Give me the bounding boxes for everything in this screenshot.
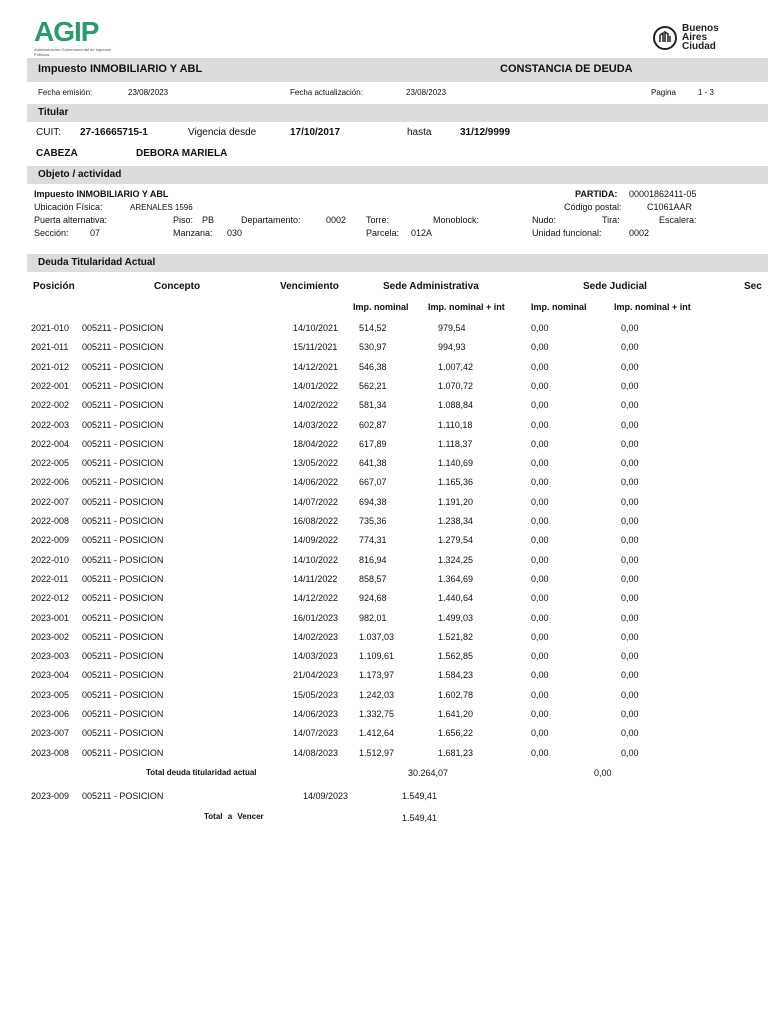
row-judicial-nominal-int: 0,00	[621, 496, 639, 507]
row-judicial-nominal-int: 0,00	[621, 458, 639, 469]
row-vencimiento: 15/11/2021	[293, 342, 338, 353]
ubicacion-label: Ubicación Física:	[34, 202, 103, 212]
row-judicial-nominal-int: 0,00	[621, 477, 639, 488]
table-row	[0, 555, 768, 574]
row-posicion: 2022-005	[31, 458, 70, 469]
row-vencimiento: 16/01/2023	[293, 612, 339, 623]
row-judicial-nominal-int: 0,00	[621, 593, 639, 604]
deuda-section-label: Deuda Titularidad Actual	[38, 257, 156, 268]
row-judicial-nominal: 0,00	[531, 342, 549, 353]
row-concepto: 005211 - POSICION	[82, 747, 164, 758]
row-imp-nominal: 1.173,97	[359, 670, 395, 681]
manzana-label: Manzana:	[173, 228, 213, 238]
sub-imp-nominal: Imp. nominal	[353, 302, 409, 312]
row-imp-nominal: 581,34	[359, 400, 387, 411]
row-imp-nominal: 694,38	[359, 496, 387, 507]
a-vencer-row-concepto: 005211 - POSICION	[82, 791, 164, 801]
row-imp-nominal-int: 1.165,36	[438, 477, 474, 488]
partida-label: PARTIDA:	[575, 189, 618, 199]
row-imp-nominal: 514,52	[359, 323, 387, 333]
table-row	[0, 593, 768, 612]
table-row	[0, 709, 768, 728]
agip-logo-text: AGIP	[34, 16, 99, 47]
row-judicial-nominal: 0,00	[531, 535, 549, 546]
puerta-label: Puerta alternativa:	[34, 215, 108, 225]
row-posicion: 2022-010	[31, 554, 70, 565]
row-imp-nominal: 1.412,64	[359, 728, 395, 739]
row-imp-nominal-int: 1.440,64	[438, 593, 474, 604]
table-row	[0, 400, 768, 419]
row-imp-nominal: 982,01	[359, 612, 387, 623]
row-imp-nominal-int: 1.088,84	[438, 400, 474, 411]
row-posicion: 2022-008	[31, 516, 70, 526]
row-vencimiento: 14/09/2022	[293, 535, 339, 546]
row-posicion: 2021-012	[31, 361, 70, 372]
sub-imp-nominal-2: Imp. nominal	[531, 302, 587, 312]
row-posicion: 2023-004	[31, 670, 70, 681]
row-imp-nominal: 562,21	[359, 380, 387, 391]
row-concepto: 005211 - POSICION	[82, 323, 164, 333]
row-vencimiento: 14/02/2022	[293, 400, 339, 411]
row-concepto: 005211 - POSICION	[82, 477, 164, 488]
objeto-section-label: Objeto / actividad	[38, 169, 122, 180]
titular-section-label: Titular	[38, 107, 69, 118]
total-vencer: 1.549,41	[402, 813, 438, 823]
row-imp-nominal: 1.037,03	[359, 631, 395, 642]
row-concepto: 005211 - POSICION	[82, 516, 164, 526]
row-judicial-nominal-int: 0,00	[621, 651, 639, 662]
fecha-emision-label: Fecha emisión:	[38, 88, 93, 97]
row-judicial-nominal-int: 0,00	[621, 689, 639, 700]
table-row	[0, 535, 768, 554]
row-judicial-nominal: 0,00	[531, 631, 549, 642]
row-posicion: 2023-007	[31, 728, 70, 739]
nudo-label: Nudo:	[532, 215, 557, 225]
row-judicial-nominal: 0,00	[531, 670, 549, 681]
table-row	[0, 477, 768, 496]
row-posicion: 2022-004	[31, 438, 70, 449]
fecha-actualizacion: 23/08/2023	[406, 88, 447, 97]
piso-label: Piso:	[173, 215, 194, 225]
row-concepto: 005211 - POSICION	[82, 709, 164, 719]
row-imp-nominal: 641,38	[359, 458, 387, 469]
row-imp-nominal: 1.512,97	[359, 747, 395, 758]
table-row	[0, 651, 768, 670]
row-vencimiento: 14/03/2023	[293, 651, 339, 662]
sub-imp-nominal-int: Imp. nominal + int	[428, 302, 505, 312]
row-posicion: 2021-010	[31, 323, 70, 333]
row-vencimiento: 14/07/2022	[293, 496, 339, 507]
row-posicion: 2022-011	[31, 573, 69, 584]
row-concepto: 005211 - POSICION	[82, 380, 164, 391]
pagina: 1 - 3	[698, 88, 715, 97]
escalera-label: Escalera:	[659, 215, 697, 225]
row-vencimiento: 14/07/2023	[293, 728, 339, 739]
cuit: 27-16665715-1	[80, 127, 148, 138]
row-imp-nominal: 735,36	[359, 516, 387, 526]
pagina-label: Pagina	[651, 88, 676, 97]
row-posicion: 2022-002	[31, 400, 70, 411]
row-judicial-nominal-int: 0,00	[621, 323, 639, 333]
row-concepto: 005211 - POSICION	[82, 612, 164, 623]
col-concepto: Concepto	[154, 281, 201, 292]
row-judicial-nominal-int: 0,00	[621, 728, 639, 739]
row-imp-nominal: 816,94	[359, 554, 387, 565]
table-row	[0, 381, 768, 400]
objeto-band	[27, 166, 768, 184]
table-row	[0, 574, 768, 593]
titular-apellido: CABEZA	[36, 148, 78, 159]
doc-title: CONSTANCIA DE DEUDA	[500, 63, 633, 75]
row-imp-nominal-int: 1.324,25	[438, 554, 474, 565]
tira-label: Tira:	[602, 215, 620, 225]
fecha-actualizacion-label: Fecha actualización:	[290, 88, 363, 97]
table-row	[0, 420, 768, 439]
row-concepto: 005211 - POSICION	[82, 400, 164, 411]
row-judicial-nominal: 0,00	[531, 477, 549, 488]
ciudad-logo	[652, 24, 732, 54]
row-concepto: 005211 - POSICION	[82, 419, 164, 430]
table-row	[0, 670, 768, 689]
vigencia-desde: 17/10/2017	[290, 127, 341, 138]
row-imp-nominal-int: 1.070,72	[438, 380, 474, 391]
row-imp-nominal: 1.242,03	[359, 689, 395, 700]
row-imp-nominal: 530,97	[359, 342, 387, 353]
row-imp-nominal: 546,38	[359, 361, 387, 372]
row-judicial-nominal: 0,00	[531, 728, 549, 739]
row-judicial-nominal: 0,00	[531, 419, 549, 430]
tax-title: Impuesto INMOBILIARIO Y ABL	[38, 63, 203, 75]
row-judicial-nominal: 0,00	[531, 651, 549, 662]
row-judicial-nominal-int: 0,00	[621, 709, 639, 719]
cp-label: Código postal:	[564, 202, 622, 212]
row-judicial-nominal-int: 0,00	[621, 670, 639, 681]
row-judicial-nominal: 0,00	[531, 612, 549, 623]
total-deuda-judicial: 0,00	[594, 768, 612, 778]
row-imp-nominal: 924,68	[359, 593, 387, 604]
fecha-emision: 23/08/2023	[128, 88, 169, 97]
row-concepto: 005211 - POSICION	[82, 689, 164, 700]
total-deuda-label: Total deuda titularidad actual	[146, 768, 257, 777]
row-vencimiento: 21/04/2023	[293, 670, 339, 681]
a-vencer-row-nom: 1.549,41	[402, 791, 438, 801]
manzana: 030	[227, 228, 243, 238]
row-judicial-nominal-int: 0,00	[621, 361, 639, 372]
row-imp-nominal-int: 1.140,69	[438, 458, 474, 469]
row-imp-nominal-int: 1.364,69	[438, 573, 474, 584]
row-vencimiento: 14/03/2022	[293, 419, 339, 430]
row-posicion: 2022-009	[31, 535, 70, 546]
row-judicial-nominal-int: 0,00	[621, 516, 639, 526]
row-posicion: 2021-011	[31, 342, 69, 353]
row-judicial-nominal: 0,00	[531, 496, 549, 507]
sub-imp-nominal-int-2: Imp. nominal + int	[614, 302, 691, 312]
row-judicial-nominal-int: 0,00	[621, 554, 639, 565]
row-concepto: 005211 - POSICION	[82, 593, 164, 604]
row-judicial-nominal-int: 0,00	[621, 342, 639, 353]
table-row	[0, 690, 768, 709]
row-judicial-nominal: 0,00	[531, 458, 549, 469]
table-row	[0, 632, 768, 651]
seccion-label: Sección:	[34, 228, 69, 238]
row-judicial-nominal: 0,00	[531, 438, 549, 449]
row-judicial-nominal-int: 0,00	[621, 612, 639, 623]
depto: 0002	[326, 215, 347, 225]
row-posicion: 2022-003	[31, 419, 70, 430]
table-row	[0, 748, 768, 767]
row-imp-nominal-int: 1.656,22	[438, 728, 474, 739]
agip-logo	[34, 16, 124, 57]
row-posicion: 2022-007	[31, 496, 70, 507]
row-judicial-nominal-int: 0,00	[621, 573, 639, 584]
row-imp-nominal: 774,31	[359, 535, 387, 546]
col-vencimiento: Vencimiento	[280, 281, 339, 292]
row-concepto: 005211 - POSICION	[82, 496, 164, 507]
row-imp-nominal: 1.109,61	[359, 651, 395, 662]
row-posicion: 2023-001	[31, 612, 70, 623]
table-row	[0, 342, 768, 361]
row-concepto: 005211 - POSICION	[82, 573, 164, 584]
row-posicion: 2022-012	[31, 593, 70, 604]
row-judicial-nominal-int: 0,00	[621, 438, 639, 449]
monoblock-label: Monoblock:	[433, 215, 480, 225]
row-posicion: 2022-006	[31, 477, 70, 488]
row-vencimiento: 13/05/2022	[293, 458, 339, 469]
row-judicial-nominal-int: 0,00	[621, 535, 639, 546]
row-concepto: 005211 - POSICION	[82, 670, 164, 681]
row-vencimiento: 14/08/2023	[293, 747, 339, 758]
total-deuda-admin: 30.264,07	[408, 768, 449, 778]
row-imp-nominal-int: 1.110,18	[438, 419, 473, 430]
unidad-label: Unidad funcional:	[532, 228, 602, 238]
row-imp-nominal-int: 1.238,34	[438, 516, 474, 526]
row-posicion: 2023-005	[31, 689, 70, 700]
total-vencer-label: Total a Vencer	[204, 812, 264, 821]
row-concepto: 005211 - POSICION	[82, 438, 164, 449]
partida: 00001862411-05	[629, 189, 697, 199]
row-judicial-nominal: 0,00	[531, 516, 549, 526]
row-imp-nominal-int: 994,93	[438, 342, 466, 353]
row-judicial-nominal-int: 0,00	[621, 747, 639, 758]
row-concepto: 005211 - POSICION	[82, 728, 164, 739]
row-posicion: 2023-008	[31, 747, 70, 758]
titular-nombre: DEBORA MARIELA	[136, 148, 228, 159]
row-vencimiento: 14/02/2023	[293, 631, 339, 642]
row-judicial-nominal: 0,00	[531, 747, 549, 758]
row-vencimiento: 15/05/2023	[293, 689, 339, 700]
table-row	[0, 439, 768, 458]
row-imp-nominal: 617,89	[359, 438, 387, 449]
row-judicial-nominal: 0,00	[531, 323, 549, 333]
row-judicial-nominal-int: 0,00	[621, 419, 639, 430]
row-judicial-nominal: 0,00	[531, 380, 549, 391]
row-concepto: 005211 - POSICION	[82, 651, 164, 662]
row-concepto: 005211 - POSICION	[82, 342, 164, 353]
row-concepto: 005211 - POSICION	[82, 535, 164, 546]
table-row	[0, 728, 768, 747]
ciudad-emblem-icon	[652, 25, 678, 51]
cuit-label: CUIT:	[36, 127, 61, 138]
row-judicial-nominal: 0,00	[531, 361, 549, 372]
row-judicial-nominal-int: 0,00	[621, 400, 639, 411]
row-imp-nominal-int: 979,54	[438, 323, 466, 333]
row-vencimiento: 14/12/2022	[293, 593, 339, 604]
row-imp-nominal-int: 1.118,37	[438, 438, 473, 449]
table-row	[0, 323, 768, 342]
table-row	[0, 362, 768, 381]
row-vencimiento: 14/01/2022	[293, 380, 339, 391]
row-posicion: 2023-003	[31, 651, 70, 662]
row-judicial-nominal-int: 0,00	[621, 380, 639, 391]
ubicacion: ARENALES 1596	[130, 203, 193, 212]
row-judicial-nominal: 0,00	[531, 593, 549, 604]
col-sec: Sec	[744, 281, 762, 292]
unidad: 0002	[629, 228, 650, 238]
row-judicial-nominal: 0,00	[531, 554, 549, 565]
row-concepto: 005211 - POSICION	[82, 631, 164, 642]
row-judicial-nominal: 0,00	[531, 709, 549, 719]
row-imp-nominal: 667,07	[359, 477, 387, 488]
a-vencer-row-pos: 2023-009	[31, 791, 70, 801]
table-row	[0, 516, 768, 535]
objeto-impuesto: Impuesto INMOBILIARIO Y ABL	[34, 189, 169, 199]
row-imp-nominal-int: 1.007,42	[438, 361, 474, 372]
row-concepto: 005211 - POSICION	[82, 554, 164, 565]
col-sede-admin: Sede Administrativa	[383, 281, 479, 292]
row-concepto: 005211 - POSICION	[82, 458, 164, 469]
cp: C1061AAR	[647, 202, 693, 212]
row-vencimiento: 14/11/2022	[293, 573, 338, 584]
table-row	[0, 497, 768, 516]
row-imp-nominal-int: 1.602,78	[438, 689, 474, 700]
row-posicion: 2023-002	[31, 631, 70, 642]
ciudad-logo-text: Buenos Aires Ciudad	[682, 23, 719, 52]
vigencia-label: Vigencia desde	[188, 127, 257, 138]
row-judicial-nominal: 0,00	[531, 400, 549, 411]
row-posicion: 2022-001	[31, 380, 70, 391]
a-vencer-row-venc: 14/09/2023	[303, 791, 349, 801]
col-sede-judicial: Sede Judicial	[583, 281, 647, 292]
row-imp-nominal-int: 1.584,23	[438, 670, 474, 681]
table-row	[0, 458, 768, 477]
titular-band	[27, 104, 768, 122]
row-vencimiento: 14/12/2021	[293, 361, 339, 372]
row-imp-nominal: 602,87	[359, 419, 387, 430]
row-concepto: 005211 - POSICION	[82, 361, 164, 372]
seccion: 07	[90, 228, 101, 238]
row-imp-nominal-int: 1.562,85	[438, 651, 474, 662]
row-imp-nominal-int: 1.521,82	[438, 631, 474, 642]
row-vencimiento: 14/10/2021	[293, 323, 339, 333]
agip-logo-subtitle: Administración Gubernamental de Ingresos Públicos	[34, 47, 111, 57]
row-imp-nominal-int: 1.681,23	[438, 747, 474, 758]
parcela-label: Parcela:	[366, 228, 400, 238]
row-imp-nominal-int: 1.641,20	[438, 709, 474, 719]
hasta-label: hasta	[407, 127, 432, 138]
row-judicial-nominal: 0,00	[531, 689, 549, 700]
piso: PB	[202, 215, 215, 225]
torre-label: Torre:	[366, 215, 390, 225]
row-vencimiento: 18/04/2022	[293, 438, 339, 449]
table-row	[0, 613, 768, 632]
row-imp-nominal-int: 1.191,20	[438, 496, 474, 507]
row-imp-nominal: 1.332,75	[359, 709, 395, 719]
row-judicial-nominal: 0,00	[531, 573, 549, 584]
row-vencimiento: 14/06/2023	[293, 709, 339, 719]
depto-label: Departamento:	[241, 215, 301, 225]
row-vencimiento: 16/08/2022	[293, 516, 339, 526]
row-posicion: 2023-006	[31, 709, 70, 719]
parcela: 012A	[411, 228, 433, 238]
row-vencimiento: 14/10/2022	[293, 554, 339, 565]
row-imp-nominal: 858,57	[359, 573, 387, 584]
hasta: 31/12/9999	[460, 127, 511, 138]
row-judicial-nominal-int: 0,00	[621, 631, 639, 642]
col-posicion: Posición	[33, 281, 75, 292]
row-imp-nominal-int: 1.279,54	[438, 535, 474, 546]
row-vencimiento: 14/06/2022	[293, 477, 339, 488]
row-imp-nominal-int: 1.499,03	[438, 612, 474, 623]
